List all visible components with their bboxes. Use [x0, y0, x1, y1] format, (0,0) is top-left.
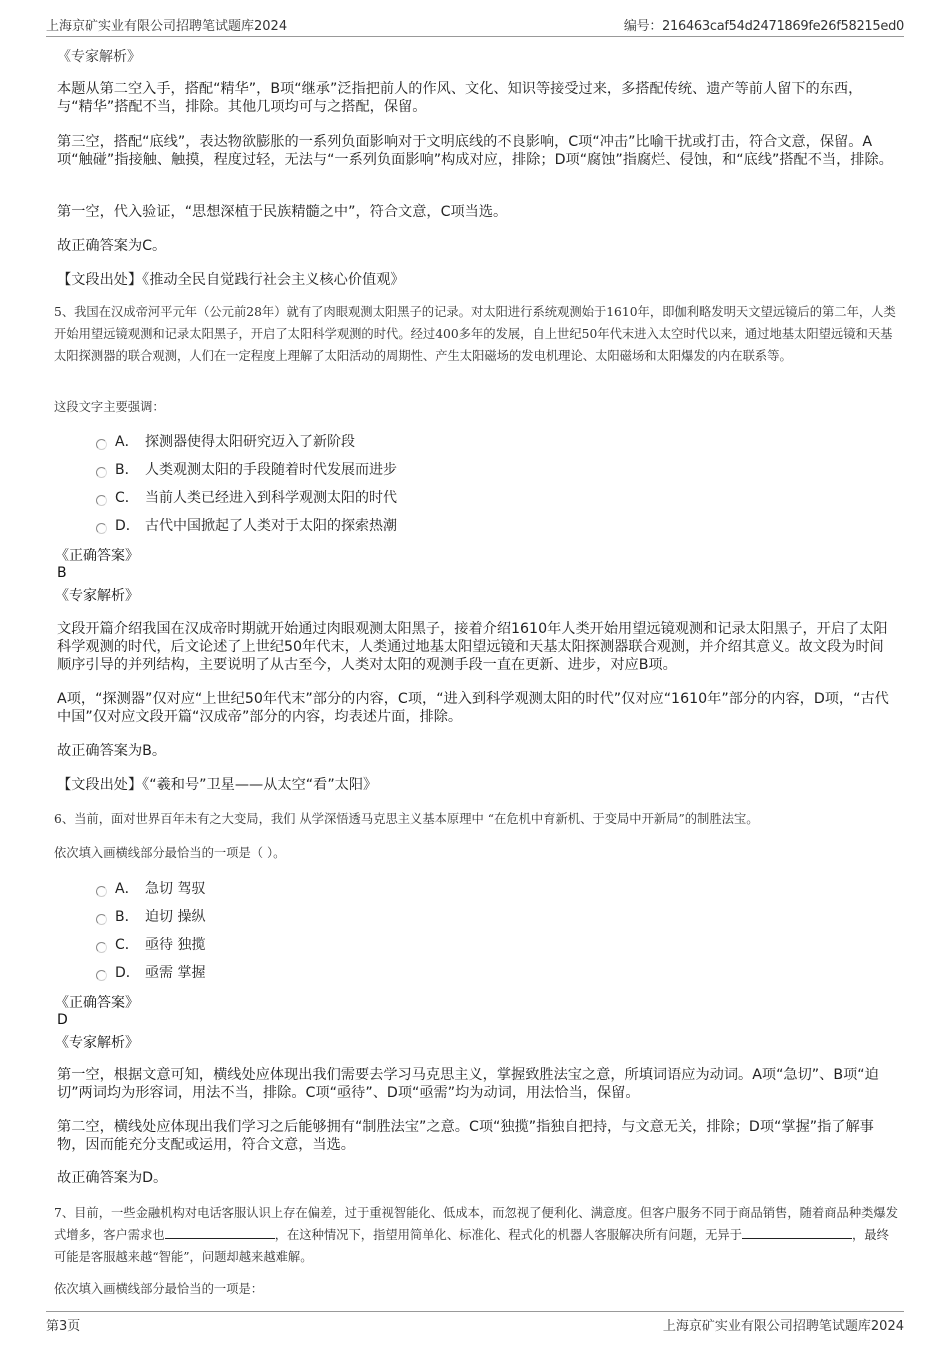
question-6-prompt: 依次填入画横线部分最恰当的一项是（ ）。 [54, 846, 286, 860]
analysis-paragraph: A项，“探测器”仅对应“上世纪50年代末”部分的内容，C项，“进入到科学观测太阳的时代”仅对应“1610年”部分的内容，D项，“古代中国”仅对应文段开篇“汉成帝”部分的内容，均表述片面，排除。 [57, 691, 889, 725]
question-6-stem: 6、当前，面对世界百年未有之大变局，我们 从学深悟透马克思主义基本原理中 “在危机中育新机、于变局中开新局”的制胜法宝。 [54, 812, 759, 826]
analysis-label: 《专家解析》 [57, 49, 141, 65]
question-5-prompt: 这段文字主要强调： [54, 400, 165, 414]
question-6-option-c[interactable]: C． 亟待 独揽 [96, 934, 205, 954]
source-citation: 【文段出处】《推动全民自觉践行社会主义核心价值观》 [57, 272, 405, 288]
radio-icon[interactable] [96, 439, 107, 450]
source-citation: 【文段出处】《“羲和号”卫星——从太空“看”太阳》 [57, 777, 378, 793]
radio-icon[interactable] [96, 970, 107, 981]
answer-label: 《正确答案》 [55, 548, 139, 564]
question-6-option-a[interactable]: A． 急切 驾驭 [96, 878, 205, 898]
question-5-option-a[interactable]: A． 探测器使得太阳研究迈入了新阶段 [96, 431, 355, 451]
analysis-label: 《专家解析》 [55, 1035, 139, 1051]
analysis-label: 《专家解析》 [55, 588, 139, 604]
analysis-conclusion: 故正确答案为C。 [57, 238, 167, 254]
analysis-paragraph: 第二空，横线处应体现出我们学习之后能够拥有“制胜法宝”之意。C项“独揽”指独自把持，与文意无关，排除；D项“掌握”指了解事物，因而能充分支配或运用，符合文意，当选。 [57, 1119, 874, 1153]
analysis-paragraph: 本题从第二空入手，搭配“精华”，B项“继承”泛指把前人的作风、文化、知识等接受过来，多搭配传统、遗产等前人留下的东西，与“精华”搭配不当，排除。其他几项均可与之搭配，保留。 [57, 81, 863, 115]
question-7-stem: 7、目前，一些金融机构对电话客服认识上存在偏差，过于重视智能化、低成本，而忽视了便利化、满意度。但客户服务不同于商品销售，随着商品种类爆发式增多，客户需求也 ，在这种情况下，指望用简单化、标准化、程式化的机器人客服解决所有问题，无异于 ，最终可能是客服越来越“智能”，问题却越来越难解。 [54, 1206, 899, 1264]
radio-icon[interactable] [96, 942, 107, 953]
radio-icon[interactable] [96, 914, 107, 925]
radio-icon[interactable] [96, 523, 107, 534]
page-header [46, 12, 904, 37]
fill-blank-1 [165, 1224, 275, 1239]
header-serial: 编号：216463caf54d2471869fe26f58215ed0 [623, 19, 904, 34]
question-6-option-d[interactable]: D． 亟需 掌握 [96, 962, 205, 982]
analysis-conclusion: 故正确答案为B。 [57, 743, 167, 759]
page-number: 第3页 [46, 1319, 81, 1334]
analysis-conclusion: 故正确答案为D。 [57, 1170, 168, 1186]
question-5-option-d[interactable]: D． 古代中国掀起了人类对于太阳的探索热潮 [96, 515, 397, 535]
radio-icon[interactable] [96, 467, 107, 478]
radio-icon[interactable] [96, 495, 107, 506]
analysis-paragraph: 文段开篇介绍我国在汉成帝时期就开始通过肉眼观测太阳黑子，接着介绍1610年人类开始用望远镜观测和记录太阳黑子，开启了太阳科学观测的时代，后文论述了上世纪50年代末，人类通过地基太阳望远镜和天基太阳探测器联合观测，并介绍其意义。故文段为时间顺序引导的并列结构，主要说明了从古至今，人类对太阳的观测手段一直在更新、进步，对应B项。 [57, 621, 888, 673]
analysis-paragraph: 第一空，代入验证，“思想深植于民族精髓之中”，符合文意，C项当选。 [57, 204, 508, 220]
question-7-prompt: 依次填入画横线部分最恰当的一项是： [54, 1282, 264, 1296]
answer-value: B [57, 565, 67, 581]
footer-title: 上海京矿实业有限公司招聘笔试题库2024 [662, 1319, 904, 1334]
question-6-option-b[interactable]: B． 迫切 操纵 [96, 906, 205, 926]
analysis-paragraph: 第一空，根据文意可知，横线处应体现出我们需要去学习马克思主义，掌握致胜法宝之意，所填词语应为动词。A项“急切”、B项“迫切”两词均为形容词，用法不当，排除。C项“亟待”、D项“亟需”均为动词，用法恰当，保留。 [57, 1067, 879, 1101]
question-5-option-c[interactable]: C． 当前人类已经进入到科学观测太阳的时代 [96, 487, 397, 507]
fill-blank-2 [742, 1224, 852, 1239]
page-footer [46, 1311, 904, 1337]
question-5-option-b[interactable]: B． 人类观测太阳的手段随着时代发展而进步 [96, 459, 397, 479]
answer-label: 《正确答案》 [55, 995, 139, 1011]
radio-icon[interactable] [96, 886, 107, 897]
question-5-stem: 5、我国在汉成帝河平元年（公元前28年）就有了肉眼观测太阳黑子的记录。对太阳进行系统观测始于1610年，即伽利略发明天文望远镜后的第二年，人类开始用望远镜观测和记录太阳黑子，开启了太阳科学观测的时代。经过400多年的发展，自上世纪50年代末进入太空时代以来，通过地基太阳望远镜和天基太阳探测器的联合观测，人们在一定程度上理解了太阳活动的周期性、产生太阳磁场的发电机理论、太阳磁场和太阳爆发的内在联系等。 [54, 305, 896, 363]
analysis-paragraph: 第三空，搭配“底线”，表达物欲膨胀的一系列负面影响对于文明底线的不良影响，C项“冲击”比喻干扰或打击，符合文意，保留。A项“触碰”指接触、触摸，程度过轻，无法与“一系列负面影响”构成对应，排除；D项“腐蚀”指腐烂、侵蚀，和“底线”搭配不当，排除。 [57, 134, 893, 168]
answer-value: D [57, 1012, 68, 1028]
header-title: 上海京矿实业有限公司招聘笔试题库2024 [46, 19, 288, 34]
